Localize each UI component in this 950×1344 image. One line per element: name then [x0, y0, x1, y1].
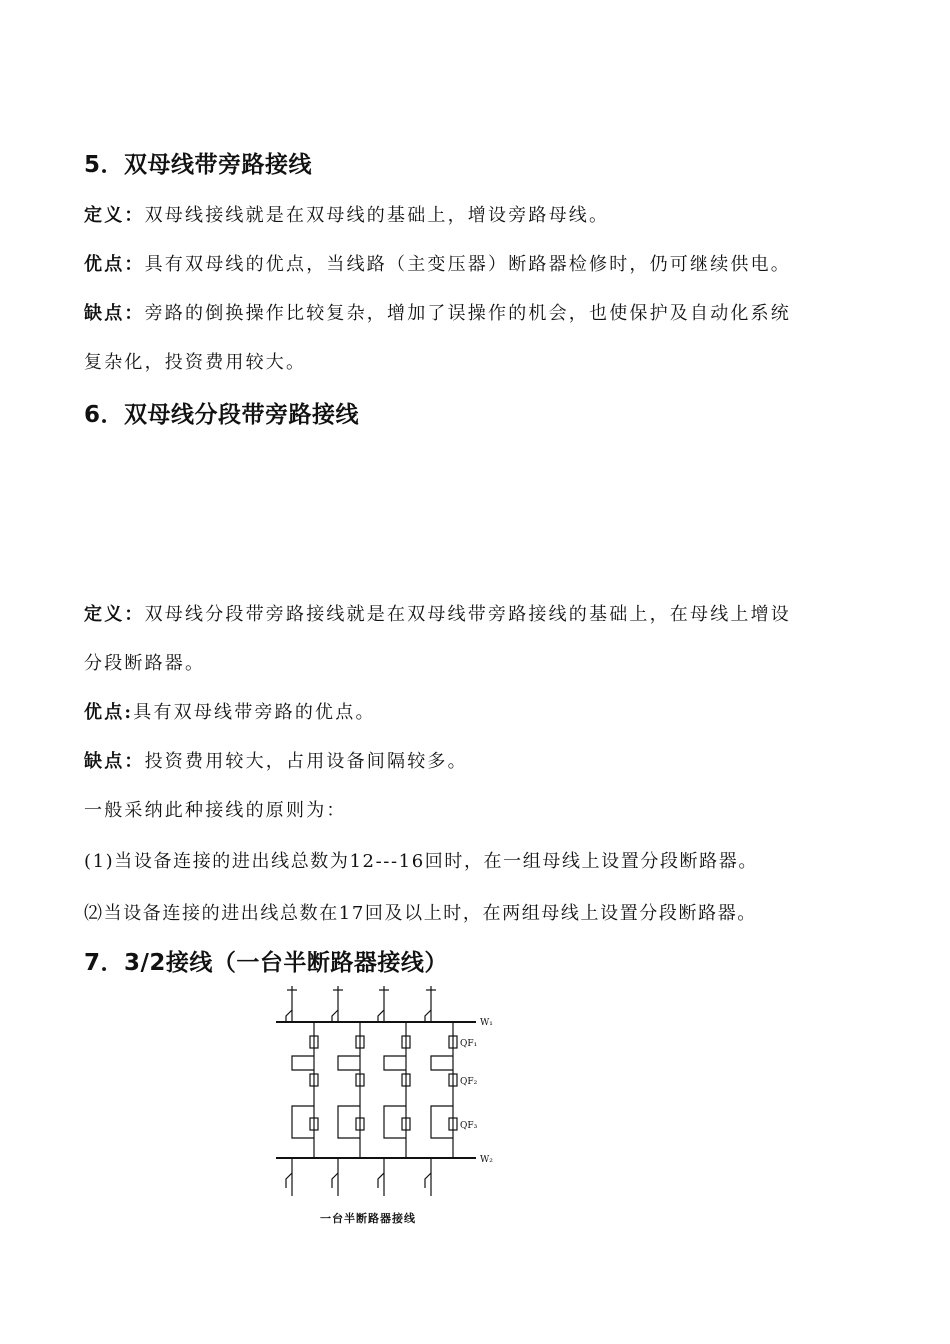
s5-definition-text: 双母线接线就是在双母线的基础上，增设旁路母线。 [144, 205, 610, 226]
s5-disadvantage-text-1: 旁路的倒换操作比较复杂，增加了误操作的机会，也使保护及自动化系统 [144, 303, 792, 324]
label-qf1: QF₁ [460, 1039, 478, 1049]
s6-rule-1: (1)当设备连接的进出线总数为12---16回时，在一组母线上设置分段断路器。 [84, 851, 758, 872]
bay-3 [384, 1022, 410, 1158]
bay-4 [431, 1022, 457, 1158]
s5-disadvantage-text-2: 复杂化，投资费用较大。 [84, 352, 307, 373]
s5-definition [84, 201, 609, 227]
label-qf3: QF₃ [460, 1121, 478, 1131]
section-6-title: 6．双母线分段带旁路接线 [84, 402, 360, 428]
label-qf2: QF₂ [460, 1077, 478, 1087]
s6-advantage-text: 具有双母线带旁路的优点。 [133, 702, 376, 723]
section-7-title: 7．3/2接线（一台半断路器接线） [84, 950, 448, 976]
label-w1: W₁ [480, 1018, 493, 1028]
s6-principle: 一般采纳此种接线的原则为： [84, 800, 347, 821]
s6-definition-text-1: 双母线分段带旁路接线就是在双母线带旁路接线的基础上，在母线上增设 [144, 604, 792, 625]
s6-advantage [84, 698, 376, 724]
s6-definition-label: 定义： [84, 604, 145, 625]
bottom-feeders [286, 1158, 431, 1196]
section-5-title: 5．双母线带旁路接线 [84, 152, 313, 178]
s5-definition-label: 定义： [84, 205, 145, 226]
s5-advantage-text: 具有双母线的优点，当线路（主变压器）断路器检修时，仍可继续供电。 [144, 254, 792, 275]
s5-disadvantage-label: 缺点： [84, 303, 145, 324]
diagram-caption: 一台半断路器接线 [320, 1212, 416, 1225]
s6-disadvantage-label: 缺点： [84, 751, 145, 772]
s5-disadvantage [84, 299, 791, 325]
top-feeders [286, 986, 436, 1022]
s6-definition-text-2: 分段断路器。 [84, 653, 206, 674]
bay-1 [292, 1022, 318, 1158]
s5-advantage-label: 优点： [84, 254, 145, 275]
one-and-half-breaker-diagram [266, 978, 516, 1198]
s6-advantage-label: 优点: [84, 702, 134, 723]
s6-disadvantage [84, 747, 468, 773]
s6-rule-2: ⑵当设备连接的进出线总数在17回及以上时，在两组母线上设置分段断路器。 [84, 903, 757, 924]
bay-2 [338, 1022, 364, 1158]
s6-disadvantage-text: 投资费用较大，占用设备间隔较多。 [144, 751, 468, 772]
s5-advantage [84, 250, 791, 276]
label-w2: W₂ [480, 1155, 493, 1165]
s6-definition [84, 600, 791, 626]
